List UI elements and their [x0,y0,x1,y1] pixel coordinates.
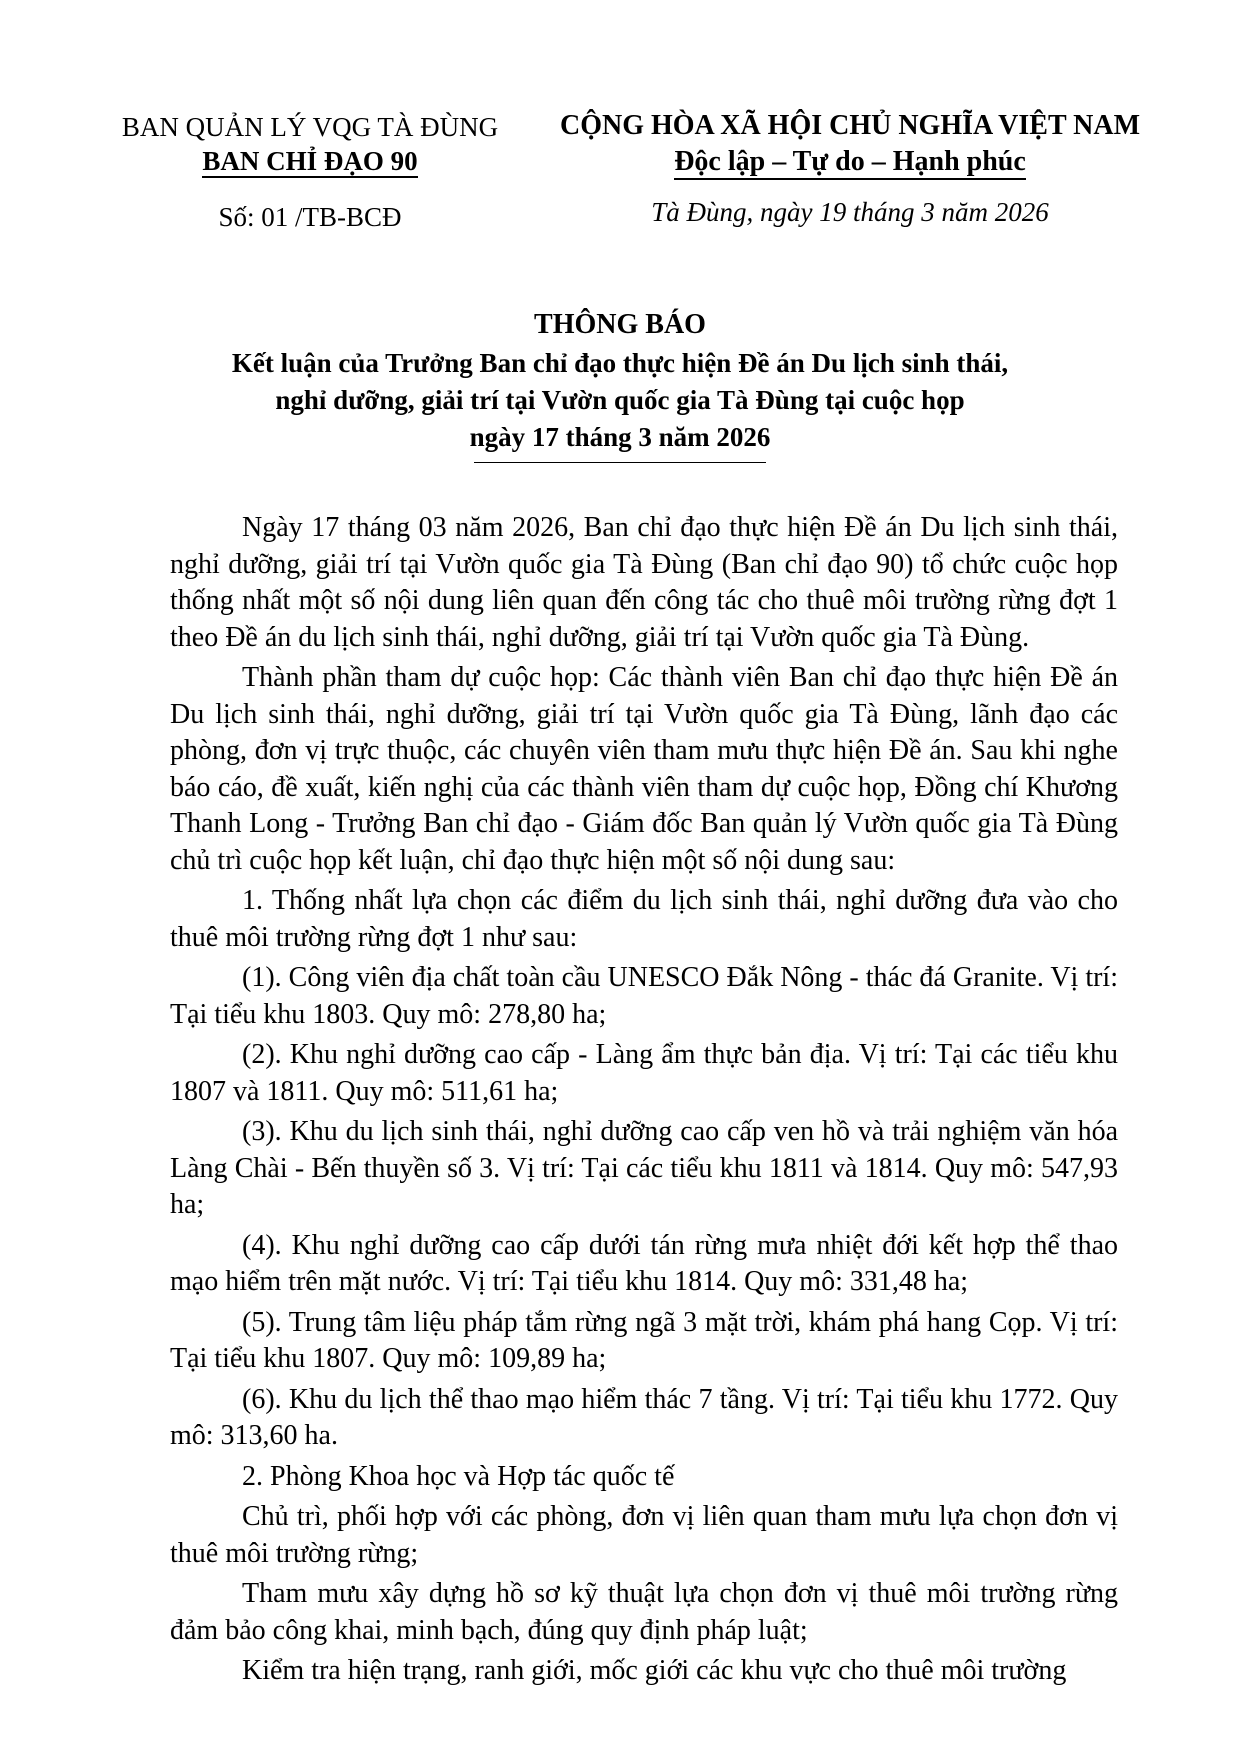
list-item: (6). Khu du lịch thể thao mạo hiểm thác 7 tầng. Vị trí: Tại tiểu khu 1772. Quy mô: 313,60 ha. [170,1383,1118,1451]
place-date: Tà Đùng, ngày 19 tháng 3 năm 2026 [651,197,1049,227]
document-title-block [120,306,1120,463]
body-paragraph: Tham mưu xây dựng hồ sơ kỹ thuật lựa chọn đơn vị thuê môi trường rừng đảm bảo công khai, minh bạch, đúng quy định pháp luật; [170,1578,1118,1646]
title-line-1: Kết luận của Trưởng Ban chỉ đạo thực hiện Đề án Du lịch sinh thái, [231,348,1009,378]
title-divider [474,462,766,463]
list-item: (2). Khu nghỉ dưỡng cao cấp - Làng ẩm thực bản địa. Vị trí: Tại các tiểu khu 1807 và 1811. Quy mô: 511,61 ha; [170,1039,1118,1107]
list-item: (1). Công viên địa chất toàn cầu UNESCO Đắk Nông - thác đá Granite. Vị trí: Tại tiểu khu 1803. Quy mô: 278,80 ha; [170,962,1118,1030]
national-header [540,108,1160,230]
issuer-block [100,110,520,234]
body-paragraph: Thành phần tham dự cuộc họp: Các thành viên Ban chỉ đạo thực hiện Đề án Du lịch sinh thái, nghỉ dưỡng, giải trí tại Vườn quốc gia Tà Đùng, lãnh đạo các phòng, đơn vị trực thuộc, các chuyên viên tham mưu thực hiện Đề án. Sau khi nghe báo cáo, đề xuất, kiến nghị của các thành viên tham dự cuộc họp, Đồng chí Khương Thanh Long - Trưởng Ban chỉ đạo - Giám đốc Ban quản lý Vườn quốc gia Tà Đùng chủ trì cuộc họp kết luận, chỉ đạo thực hiện một số nội dung sau: [170,662,1118,876]
title-line-3: ngày 17 tháng 3 năm 2026 [469,422,771,452]
body-paragraph: Chủ trì, phối hợp với các phòng, đơn vị liên quan tham mưu lựa chọn đơn vị thuê môi trường rừng; [170,1501,1118,1569]
list-item: (3). Khu du lịch sinh thái, nghỉ dưỡng cao cấp ven hồ và trải nghiệm văn hóa Làng Chài - Bến thuyền số 3. Vị trí: Tại các tiểu khu 1811 và 1814. Quy mô: 547,93 ha; [170,1116,1118,1220]
body-paragraph: Kiểm tra hiện trạng, ranh giới, mốc giới các khu vực cho thuê môi trường [242,1655,1067,1686]
document-number: Số: 01 /TB-BCĐ [218,202,402,232]
list-item: (4). Khu nghỉ dưỡng cao cấp dưới tán rừng mưa nhiệt đới kết hợp thể thao mạo hiểm trên mặt nước. Vị trí: Tại tiểu khu 1814. Quy mô: 331,48 ha; [170,1229,1118,1297]
country-name: CỘNG HÒA XÃ HỘI CHỦ NGHĨA VIỆT NAM [559,110,1141,141]
list-item: (5). Trung tâm liệu pháp tắm rừng ngã 3 mặt trời, khám phá hang Cọp. Vị trí: Tại tiểu khu 1807. Quy mô: 109,89 ha; [170,1306,1118,1374]
body-paragraph: Ngày 17 tháng 03 năm 2026, Ban chỉ đạo thực hiện Đề án Du lịch sinh thái, nghỉ dưỡng, giải trí tại Vườn quốc gia Tà Đùng (Ban chỉ đạo 90) tổ chức cuộc họp thống nhất một số nội dung liên quan đến công tác cho thuê môi trường rừng đợt 1 theo Đề án du lịch sinh thái, nghỉ dưỡng, giải trí tại Vườn quốc gia Tà Đùng. [170,512,1118,653]
issuer-org: BAN QUẢN LÝ VQG TÀ ĐÙNG [121,112,499,142]
title-line-2: nghỉ dưỡng, giải trí tại Vườn quốc gia Tà Đùng tại cuộc họp [275,385,965,415]
issuer-department: BAN CHỈ ĐẠO 90 [202,146,418,176]
document-body [170,510,1118,1690]
document-type: THÔNG BÁO [534,309,706,340]
section-heading: 2. Phòng Khoa học và Hợp tác quốc tế [242,1460,675,1492]
national-motto: Độc lập – Tự do – Hạnh phúc [674,146,1026,180]
body-paragraph: 1. Thống nhất lựa chọn các điểm du lịch sinh thái, nghỉ dưỡng đưa vào cho thuê môi trường rừng đợt 1 như sau: [170,885,1118,953]
